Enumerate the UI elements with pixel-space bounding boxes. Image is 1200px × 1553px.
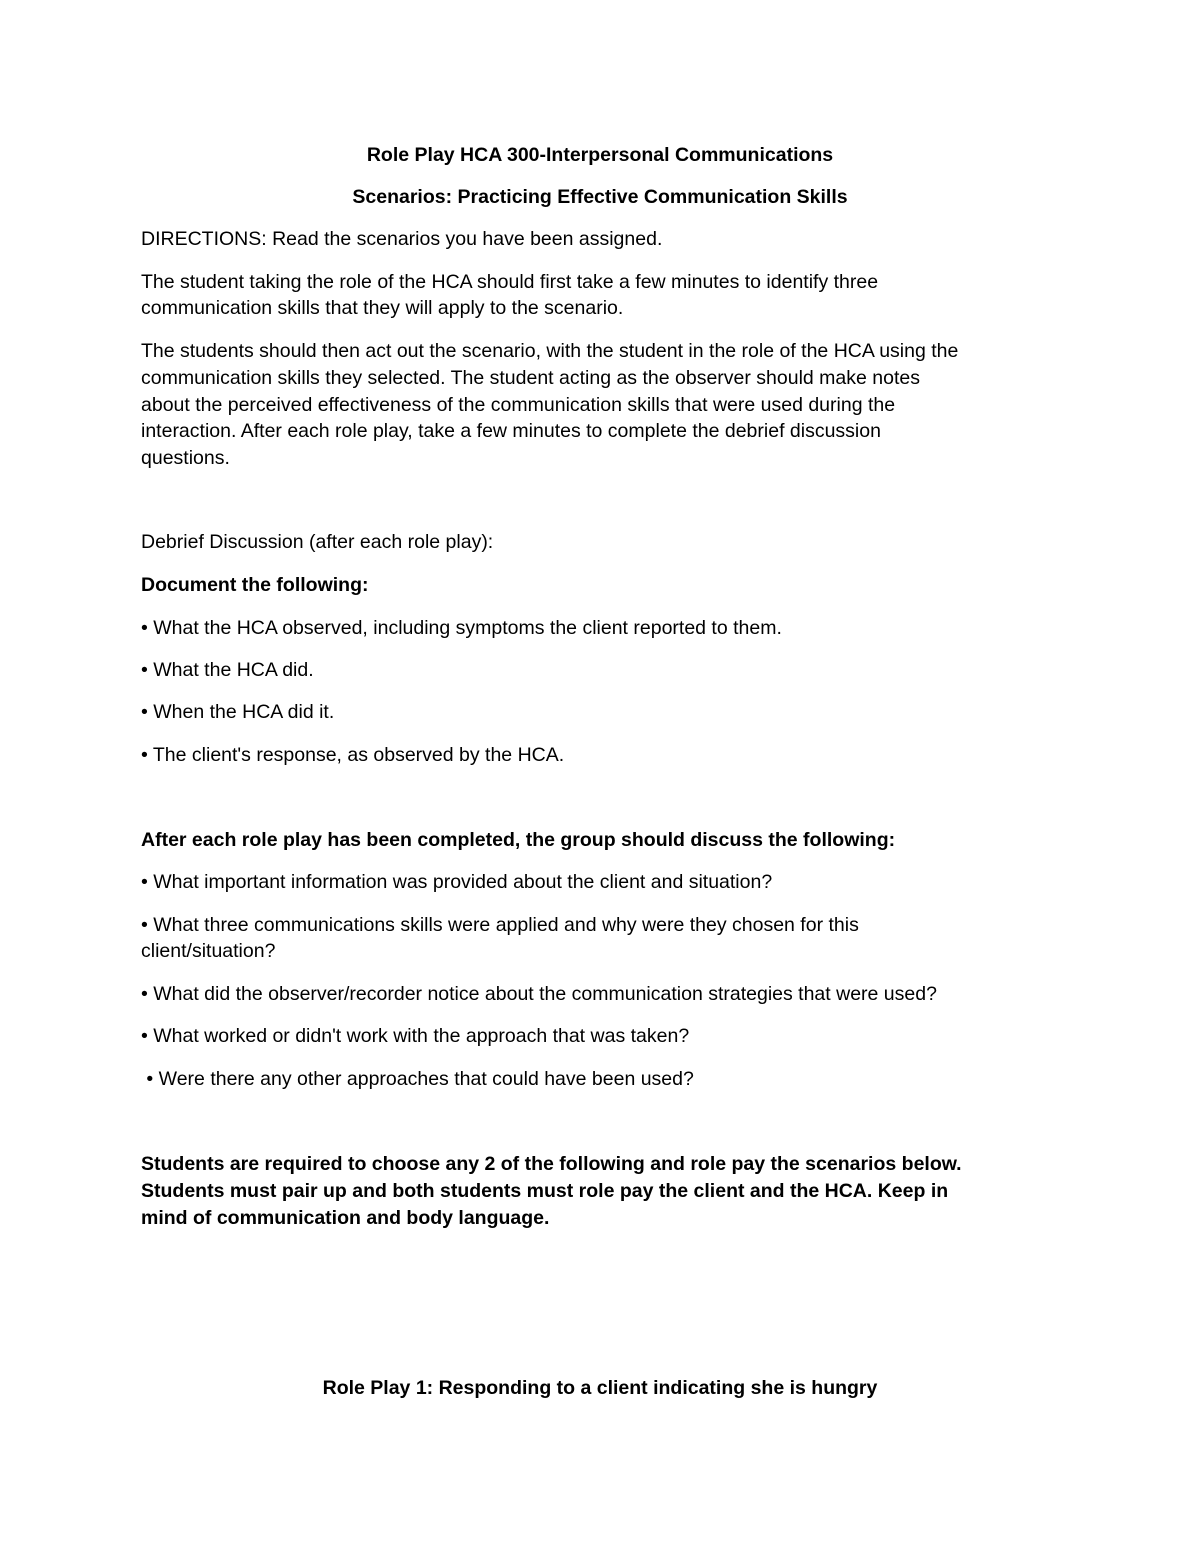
document-title: Role Play HCA 300-Interpersonal Communications bbox=[366, 144, 834, 166]
document-list-item: • The client's response, as observed by the HCA. bbox=[141, 744, 565, 766]
group-list-item: • What worked or didn't work with the approach that was taken? bbox=[141, 1025, 690, 1047]
group-list-item: • What important information was provided about the client and situation? bbox=[141, 871, 773, 893]
group-discussion-heading: After each role play has been completed, the group should discuss the following: bbox=[141, 829, 896, 851]
document-list-item: • What the HCA did. bbox=[141, 659, 314, 681]
document-list-item: • When the HCA did it. bbox=[141, 701, 335, 723]
group-list-item: • Were there any other approaches that could have been used? bbox=[141, 1068, 694, 1090]
directions-text: DIRECTIONS: Read the scenarios you have been assigned. bbox=[141, 228, 663, 250]
debrief-heading: Debrief Discussion (after each role play): bbox=[141, 531, 494, 553]
document-following-heading: Document the following: bbox=[141, 574, 369, 596]
group-list-item-continuation: client/situation? bbox=[141, 940, 276, 962]
requirement-line: mind of communication and body language. bbox=[141, 1207, 550, 1229]
paragraph-2-line: communication skills they selected. The student acting as the observer should make notes bbox=[141, 367, 920, 389]
role-play-1-heading: Role Play 1: Responding to a client indicating she is hungry bbox=[322, 1377, 878, 1399]
group-list-item: • What three communications skills were applied and why were they chosen for this bbox=[141, 914, 859, 936]
document-list-item: • What the HCA observed, including symptoms the client reported to them. bbox=[141, 617, 782, 639]
paragraph-2-line: questions. bbox=[141, 447, 230, 469]
paragraph-2-line: The students should then act out the scenario, with the student in the role of the HCA using the bbox=[141, 340, 959, 362]
group-list-item: • What did the observer/recorder notice about the communication strategies that were used? bbox=[141, 983, 937, 1005]
requirement-line: Students must pair up and both students must role pay the client and the HCA. Keep in bbox=[141, 1180, 949, 1202]
paragraph-2-line: about the perceived effectiveness of the communication skills that were used during the bbox=[141, 394, 896, 416]
paragraph-2-line: interaction. After each role play, take a few minutes to complete the debrief discussion bbox=[141, 420, 881, 442]
requirement-line: Students are required to choose any 2 of the following and role pay the scenarios below. bbox=[141, 1153, 962, 1175]
paragraph-1-line: communication skills that they will apply to the scenario. bbox=[141, 297, 624, 319]
paragraph-1-line: The student taking the role of the HCA should first take a few minutes to identify three bbox=[141, 271, 879, 293]
document-subtitle: Scenarios: Practicing Effective Communication Skills bbox=[352, 186, 848, 208]
